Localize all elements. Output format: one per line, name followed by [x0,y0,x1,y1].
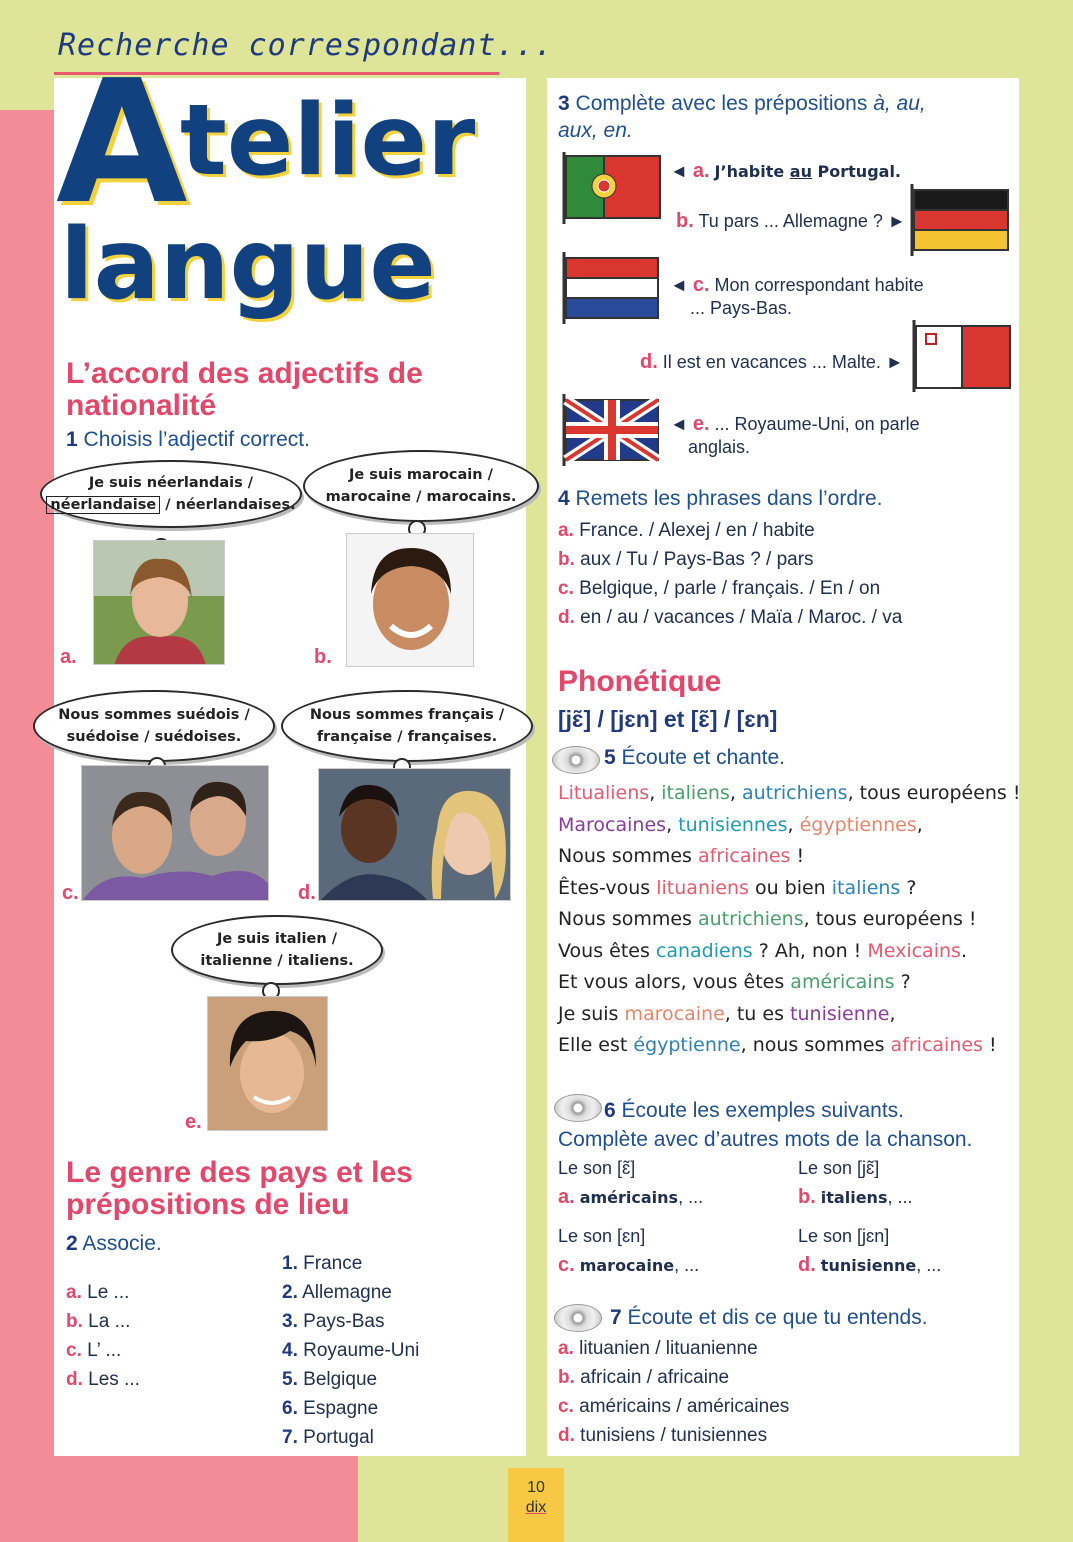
song-line-1: Litualiens, italiens, autrichiens, tous européens ! [558,782,1021,804]
bubble-b-line1: Je suis marocain / [349,467,493,483]
phonetique-title: Phonétique [558,665,722,698]
list-item: a. lituanien / lituanienne [558,1338,758,1359]
list-item: b. La ... [66,1311,131,1332]
list-item: 7. Portugal [282,1427,374,1448]
speech-bubble-e [171,915,383,985]
section2-title-line1: Le genre des pays et les [66,1156,413,1189]
exercise4-heading [558,487,883,511]
photo-e [207,996,328,1131]
section1-title-line2: nationalité [66,389,217,422]
exercise6-number: 6 [604,1099,616,1122]
list-item: c. Belgique, / parle / français. / En / on [558,578,881,599]
section2-title [66,1157,413,1221]
exercise4-list [558,516,902,632]
exercise3-item-e: ◄ e. ... Royaume-Uni, on parle anglais. [670,413,920,457]
exercise7-instruction: Écoute et dis ce que tu entends. [627,1306,928,1329]
exercise3-item-d: d. Il est en vacances ... Malte. ► [640,351,904,373]
bubble-e-line2: italienne / italiens. [200,953,354,969]
title-word-langue: langue [60,208,436,322]
exercise1-instruction: Choisis l’adjectif correct. [83,428,310,451]
list-item: c. L’ ... [66,1340,122,1361]
exercise1-number: 1 [66,428,78,451]
photo-a [93,540,225,665]
song-line-4: Êtes-vous lituaniens ou bien italiens ? [558,876,917,899]
bubble-a-rest: / néerlandaises. [160,497,296,513]
list-item: d. tunisiens / tunisiennes [558,1425,768,1446]
speech-bubble-a [40,460,302,528]
page-number-word: dix [525,1499,547,1516]
exercise3-item-c: ◄ c. Mon correspondant habite ... Pays-Bas. [670,274,924,318]
speech-bubble-c [33,690,275,762]
exercise6-cell-b: Le son [jɛ̃] b. italiens, ... [798,1158,913,1208]
page-number-tab [508,1468,564,1542]
song-line-9: Elle est égyptienne, nous sommes africaines ! [558,1034,997,1056]
title-word-atelier: telier [180,84,476,198]
audio-cd-icon[interactable] [552,746,600,774]
exercise7-list [558,1334,789,1450]
germany-flag-icon [906,180,1012,256]
exercise3-heading: 3 Complète avec les prépositions à, au, aux, en. [558,92,926,142]
uk-flag-icon [556,390,662,466]
bubble-b-line2: marocaine / marocains. [325,489,517,505]
background-pink-corner [0,1455,358,1542]
exercise5-instruction: Écoute et chante. [621,746,785,769]
header-title: Recherche correspondant... [58,28,554,63]
bubble-d-line1: Nous sommes français / [309,707,505,723]
speech-bubble-b [303,450,539,522]
list-item: 1. France [282,1253,363,1274]
bubble-c-line1: Nous sommes suédois / [58,707,250,723]
exercise6-cell-c: Le son [ɛn] c. marocaine, ... [558,1226,700,1276]
section1-title [66,358,423,422]
photo-c [81,765,269,901]
section2-title-line2: prépositions de lieu [66,1188,350,1221]
exercise4-instruction: Remets les phrases dans l’ordre. [575,487,883,510]
exercise2-number: 2 [66,1232,78,1255]
exercise2-instruction: Associe. [82,1232,162,1255]
bubble-d-line2: française / françaises. [316,729,498,745]
list-item: 3. Pays-Bas [282,1311,385,1332]
exercise1-heading [66,428,310,452]
page-number: 10 [527,1479,545,1496]
photo-b [346,533,474,667]
exercise5-heading [604,746,785,770]
list-item: 2. Allemagne [282,1282,392,1303]
exercise6-heading: 6 Écoute les exemples suivants. Complète avec d’autres mots de la chanson. [558,1096,972,1154]
exercise7-number: 7 [610,1306,622,1329]
list-item: a. Le ... [66,1282,130,1303]
bubble-a-selected-answer: néerlandaise [46,496,160,514]
song-line-6: Vous êtes canadiens ? Ah, non ! Mexicains. [558,939,967,962]
background-pink-strip [0,110,54,1542]
articles-list [66,1278,140,1394]
list-item: c. américains / américaines [558,1396,790,1417]
audio-cd-icon[interactable] [554,1304,602,1332]
exercise6-cell-d: Le son [jɛn] d. tunisienne, ... [798,1226,942,1276]
list-item: a. France. / Alexej / en / habite [558,520,815,541]
exercise3-number: 3 [558,92,570,115]
exercise6-cell-a: Le son [ɛ̃] a. américains, ... [558,1158,704,1208]
photo-d [318,768,511,901]
list-item: b. africain / africaine [558,1367,730,1388]
bubble-e-line1: Je suis italien / [216,931,337,947]
bubble-a-line1: Je suis néerlandais / [88,475,254,491]
countries-list [282,1249,419,1452]
exercise5-number: 5 [604,746,616,769]
photo-label-e: e. [185,1111,202,1133]
list-item: d. Les ... [66,1369,140,1390]
photo-label-b: b. [314,646,332,668]
list-item: 5. Belgique [282,1369,378,1390]
song-line-3: Nous sommes africaines ! [558,845,805,867]
photo-label-c: c. [62,882,79,904]
phonetique-subtitle: [jɛ̃] / [jɛn] et [ɛ̃] / [ɛn] [558,706,778,732]
list-item: d. en / au / vacances / Maïa / Maroc. / va [558,607,903,628]
song-line-5: Nous sommes autrichiens, tous européens ! [558,908,977,930]
song-lyrics [558,778,1020,1062]
section1-title-line1: L’accord des adjectifs de [66,357,423,390]
list-item: 4. Royaume-Uni [282,1340,420,1361]
song-line-8: Je suis marocaine, tu es tunisienne, [558,1002,896,1025]
exercise4-number: 4 [558,487,570,510]
speech-bubble-d [281,690,533,762]
list-item: 6. Espagne [282,1398,379,1419]
song-line-2: Marocaines, tunisiennes, égyptiennes, [558,813,923,836]
malta-flag-icon [908,316,1014,392]
song-line-7: Et vous alors, vous êtes américains ? [558,971,911,993]
photo-label-d: d. [298,882,316,904]
netherlands-flag-icon [556,248,662,324]
photo-label-a: a. [60,646,77,668]
exercise3-item-a: ◄ a. J’habite au Portugal. [670,160,901,182]
exercise7-heading [610,1306,928,1330]
exercise3-item-b: b. Tu pars ... Allemagne ? ► [676,210,906,232]
list-item: b. aux / Tu / Pays-Bas ? / pars [558,549,814,570]
portugal-flag-icon [556,148,664,224]
exercise3-instruction-line2: aux, en. [558,119,633,142]
title-big-letter: A [56,44,182,242]
exercise6-instruction-line2: Complète avec d’autres mots de la chanson. [558,1128,973,1151]
bubble-c-line2: suédoise / suédoises. [66,729,242,745]
exercise2-heading [66,1232,162,1256]
